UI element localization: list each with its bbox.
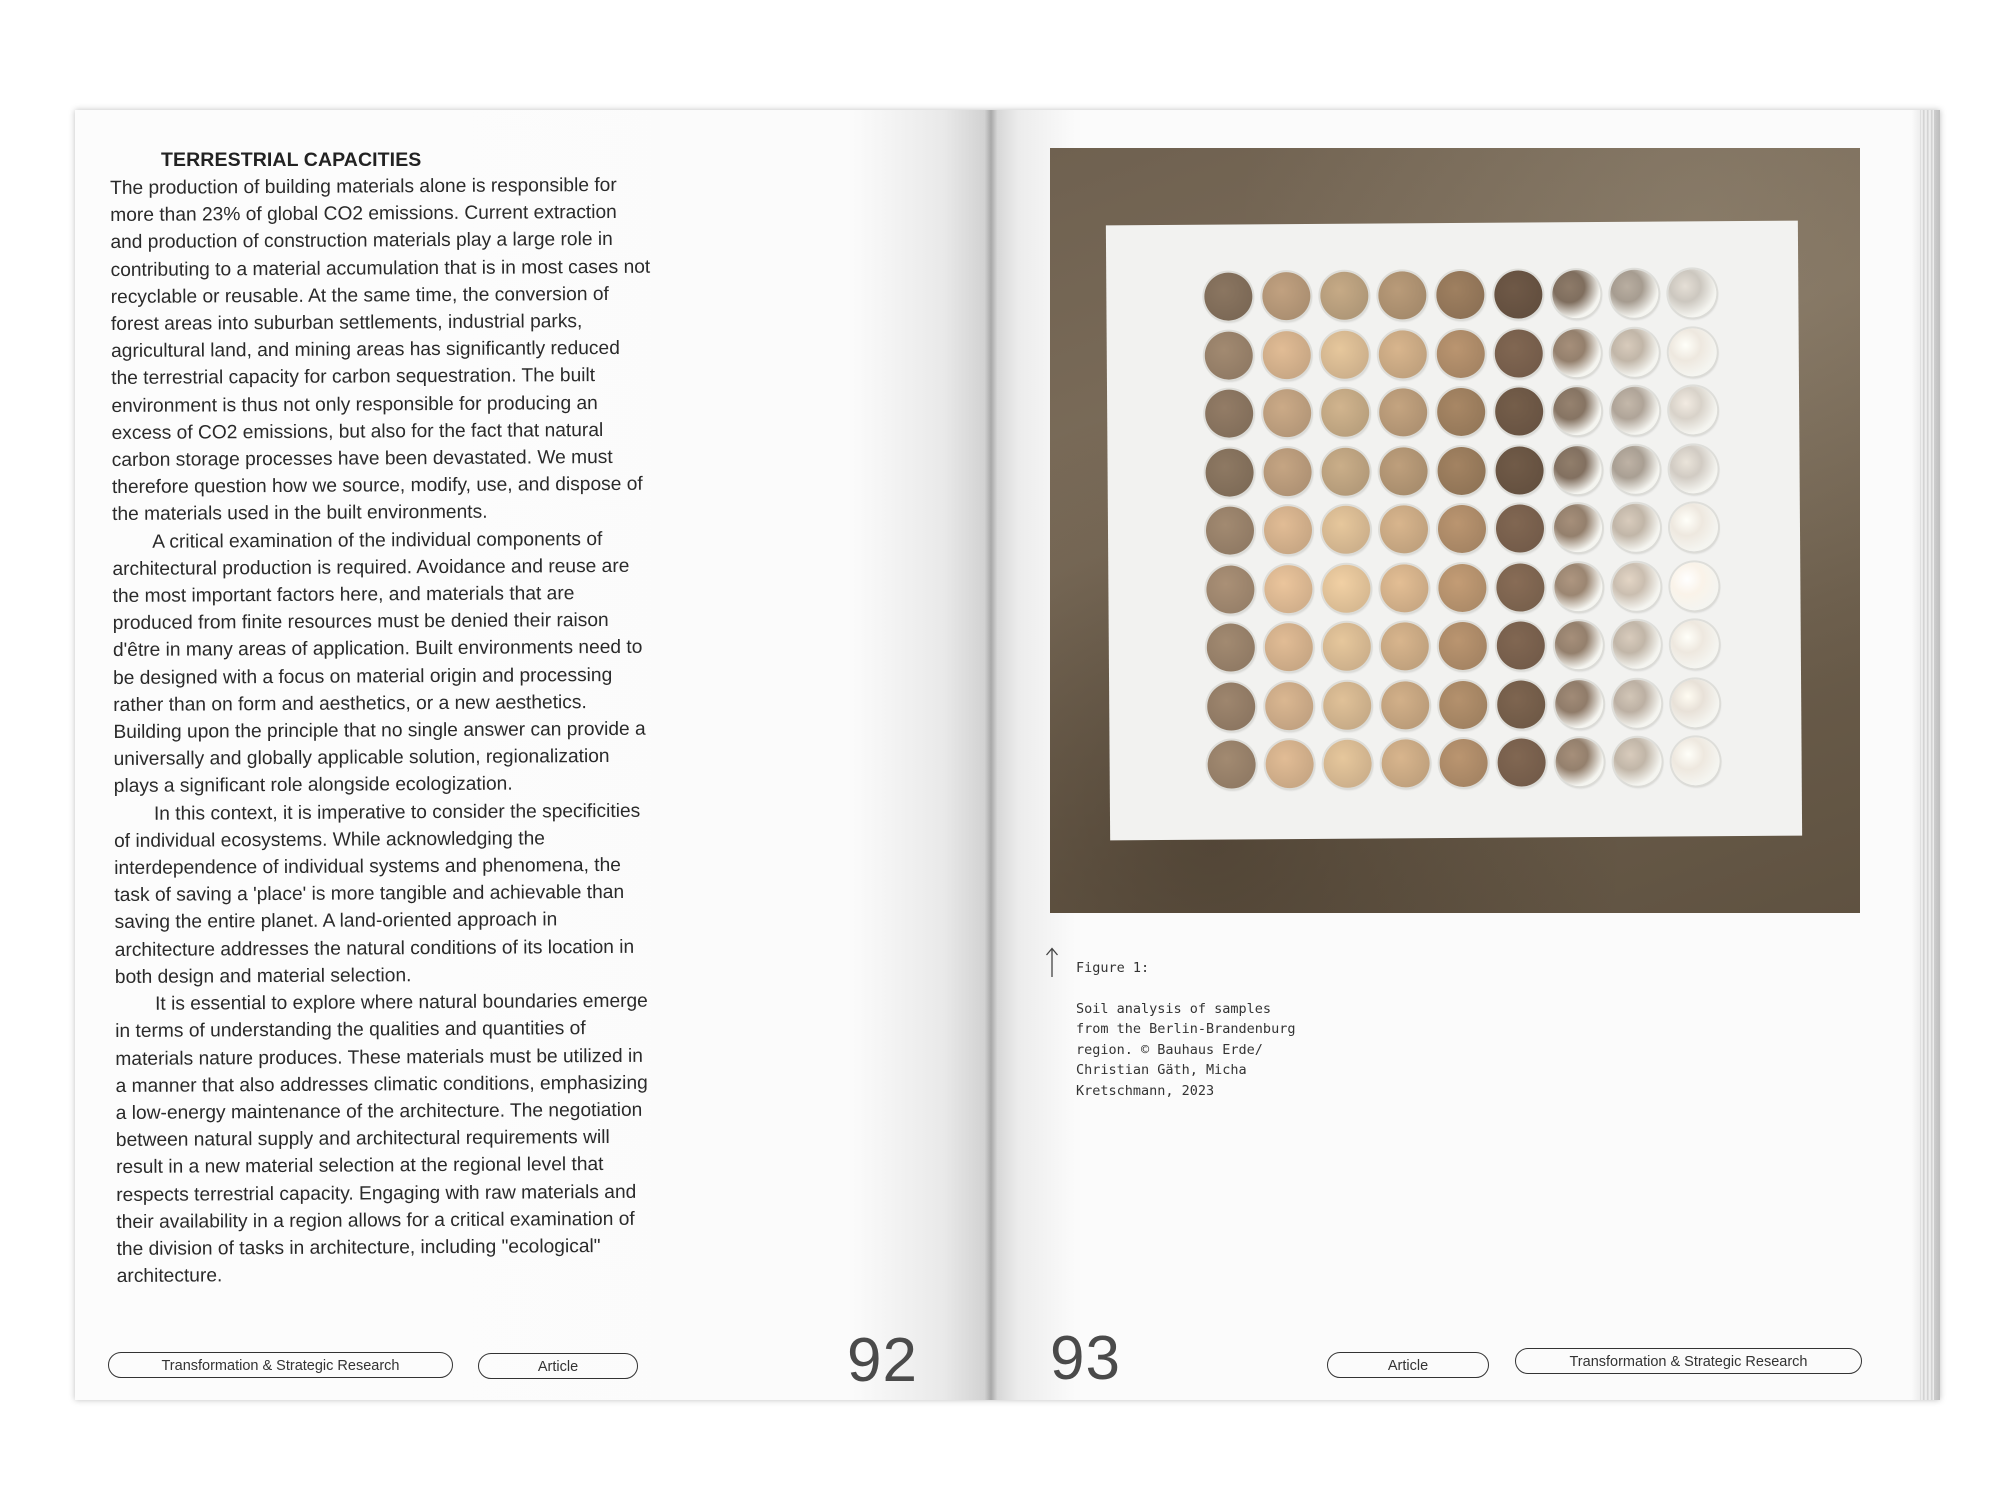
page-number-left: 92: [847, 1326, 918, 1395]
soil-sample-dish: [1437, 388, 1485, 436]
soil-sample-dish: [1380, 505, 1428, 553]
caption-line: region. © Bauhaus Erde/: [1076, 1041, 1263, 1058]
arrow-up-icon: [1045, 946, 1059, 978]
soil-sample-dish: [1494, 270, 1542, 318]
type-tag: Article: [1327, 1352, 1489, 1378]
soil-sample-dish: [1322, 564, 1370, 612]
soil-sample-dish: [1669, 328, 1717, 376]
soil-sample-dish: [1610, 270, 1658, 318]
soil-sample-dish: [1206, 506, 1254, 554]
soil-sample-dish: [1438, 563, 1486, 611]
section-tag: Transformation & Strategic Research: [108, 1352, 453, 1378]
soil-sample-dish: [1320, 272, 1368, 320]
soil-sample-dish: [1263, 389, 1311, 437]
soil-sample-dish: [1612, 504, 1660, 552]
page-edges: [1920, 110, 1934, 1400]
soil-sample-dish: [1438, 505, 1486, 553]
soil-sample-dish: [1263, 447, 1311, 495]
soil-sample-dish: [1668, 269, 1716, 317]
soil-sample-dish: [1671, 679, 1719, 727]
soil-sample-dish: [1671, 737, 1719, 785]
soil-sample-dish: [1381, 739, 1429, 787]
soil-sample-dish: [1555, 679, 1603, 727]
soil-sample-dish: [1323, 681, 1371, 729]
soil-sample-dish: [1554, 504, 1602, 552]
soil-sample-dish: [1555, 738, 1603, 786]
soil-sample-dish: [1265, 740, 1313, 788]
soil-sample-dish: [1555, 621, 1603, 669]
soil-sample-dish: [1496, 563, 1544, 611]
soil-sample-dish: [1671, 620, 1719, 668]
soil-sample-dish: [1669, 445, 1717, 493]
right-page: [990, 110, 1940, 1400]
soil-sample-dish: [1207, 740, 1255, 788]
caption-line: from the Berlin-Brandenburg: [1076, 1021, 1296, 1037]
soil-sample-dish: [1379, 388, 1427, 436]
soil-sample-dish: [1378, 271, 1426, 319]
soil-sample-dish: [1379, 447, 1427, 495]
soil-sample-dish: [1205, 331, 1253, 379]
soil-sample-dish: [1611, 445, 1659, 493]
soil-sample-dish: [1322, 506, 1370, 554]
soil-sample-dish: [1265, 681, 1313, 729]
soil-sample-dish: [1495, 387, 1543, 435]
soil-sample-dish: [1207, 682, 1255, 730]
caption-line: Kretschmann, 2023: [1076, 1082, 1215, 1099]
soil-sample-dish: [1437, 329, 1485, 377]
type-tag: Article: [478, 1353, 638, 1379]
soil-sample-dish: [1612, 562, 1660, 610]
left-page: [75, 110, 990, 1400]
soil-sample-dish: [1670, 562, 1718, 610]
soil-sample-dish: [1381, 681, 1429, 729]
section-tag: Transformation & Strategic Research: [1515, 1348, 1862, 1374]
soil-samples-photo: [1050, 148, 1860, 913]
soil-sample-dish: [1613, 679, 1661, 727]
paragraph-2: A critical examination of the individual components of architectural production is required. Avoidance and reuse are the most important factors here, and materials that are produced from finite resources must be denied their raison d'être in many areas of application. Built environments need to be designed with a focus on material origin and processing rather than on form and aesthetics, or a new aesthetics. Building upon the principle that no single answer can provide a universally and globally applicable solution, regionalization plays a significant role alongside ecologization.: [112, 528, 646, 798]
soil-sample-dish: [1613, 738, 1661, 786]
soil-sample-dish: [1437, 446, 1485, 494]
soil-sample-dish: [1553, 328, 1601, 376]
paragraph-3: In this context, it is imperative to consider the specificities of individual ecosystems. While acknowledging the interdependence of individual systems and phenomena, the task of saving a 'place' is more tangible and achievable than saving the entire planet. A land-oriented approach in architecture addresses the natural conditions of its location in both design and material selection.: [114, 800, 641, 988]
figure-caption: [1076, 958, 1396, 1101]
soil-sample-dish: [1205, 389, 1253, 437]
soil-sample-dish: [1205, 448, 1253, 496]
soil-sample-dish: [1495, 446, 1543, 494]
soil-sample-dish: [1497, 621, 1545, 669]
soil-sample-dish: [1553, 387, 1601, 435]
soil-sample-dish: [1497, 738, 1545, 786]
paragraph-4: It is essential to explore where natural boundaries emerge in terms of understanding the qualities and quantities of materials nature produces. These materials must be utilized in a manner that also addresses climatic conditions, emphasizing a low-energy maintenance of the architecture. The negotiation between natural supply and architectural requirements will result in a new material selection at the regional level that respects terrestrial capacity. Engaging with raw materials and their availability in a region allows for a critical examination of the division of tasks in architecture, including "ecological" architecture.: [115, 990, 648, 1288]
soil-sample-dish: [1321, 330, 1369, 378]
soil-sample-dish: [1611, 387, 1659, 435]
figure-label: Figure 1:: [1076, 960, 1150, 976]
soil-sample-dish: [1323, 740, 1371, 788]
soil-sample-dish: [1554, 562, 1602, 610]
soil-sample-dish: [1379, 330, 1427, 378]
soil-sample-dish: [1495, 329, 1543, 377]
paragraph-1: The production of building materials alone is responsible for more than 23% of global CO2 emissions. Current extraction and production of construction materials play a large role in contributing to a material accumulation that is in most cases not recyclable or reusable. At the same time, the conversion of forest areas into suburban settlements, industrial parks, agricultural land, and mining areas has significantly reduced the terrestrial capacity for carbon sequestration. The built environment is thus not only responsible for producing an excess of CO2 emissions, but also for the fact that natural carbon storage processes have been devastated. We must therefore question how we source, modify, use, and dispose of the materials used in the built environments.: [110, 174, 651, 526]
sample-board: [1106, 221, 1802, 841]
soil-sample-dish: [1436, 271, 1484, 319]
soil-sample-dish: [1207, 623, 1255, 671]
soil-sample-dish: [1265, 623, 1313, 671]
soil-sample-dish: [1381, 622, 1429, 670]
soil-sample-dish: [1439, 739, 1487, 787]
soil-sample-dish: [1611, 328, 1659, 376]
soil-sample-dish: [1264, 506, 1312, 554]
caption-line: Christian Gäth, Micha: [1076, 1062, 1247, 1078]
soil-sample-dish: [1497, 680, 1545, 728]
soil-sample-dish: [1670, 503, 1718, 551]
soil-sample-dish: [1206, 565, 1254, 613]
soil-sample-dish: [1553, 445, 1601, 493]
book-gutter: [985, 110, 997, 1400]
page-number-right: 93: [1050, 1324, 1121, 1393]
soil-sample-dish: [1264, 564, 1312, 612]
soil-sample-dish: [1552, 270, 1600, 318]
soil-sample-dish: [1439, 622, 1487, 670]
soil-sample-dish: [1496, 504, 1544, 552]
article-body: [110, 172, 657, 1291]
soil-sample-dish: [1262, 272, 1310, 320]
soil-sample-dish: [1321, 389, 1369, 437]
caption-line: Soil analysis of samples: [1076, 1000, 1272, 1017]
book-spread: [75, 110, 1940, 1400]
soil-sample-dish: [1323, 623, 1371, 671]
soil-sample-dish: [1439, 680, 1487, 728]
soil-sample-dish: [1669, 386, 1717, 434]
soil-sample-dish: [1263, 330, 1311, 378]
soil-sample-dish: [1613, 621, 1661, 669]
soil-sample-dish: [1380, 564, 1428, 612]
section-heading: TERRESTRIAL CAPACITIES: [161, 149, 422, 171]
soil-sample-dish: [1321, 447, 1369, 495]
soil-sample-dish: [1204, 272, 1252, 320]
